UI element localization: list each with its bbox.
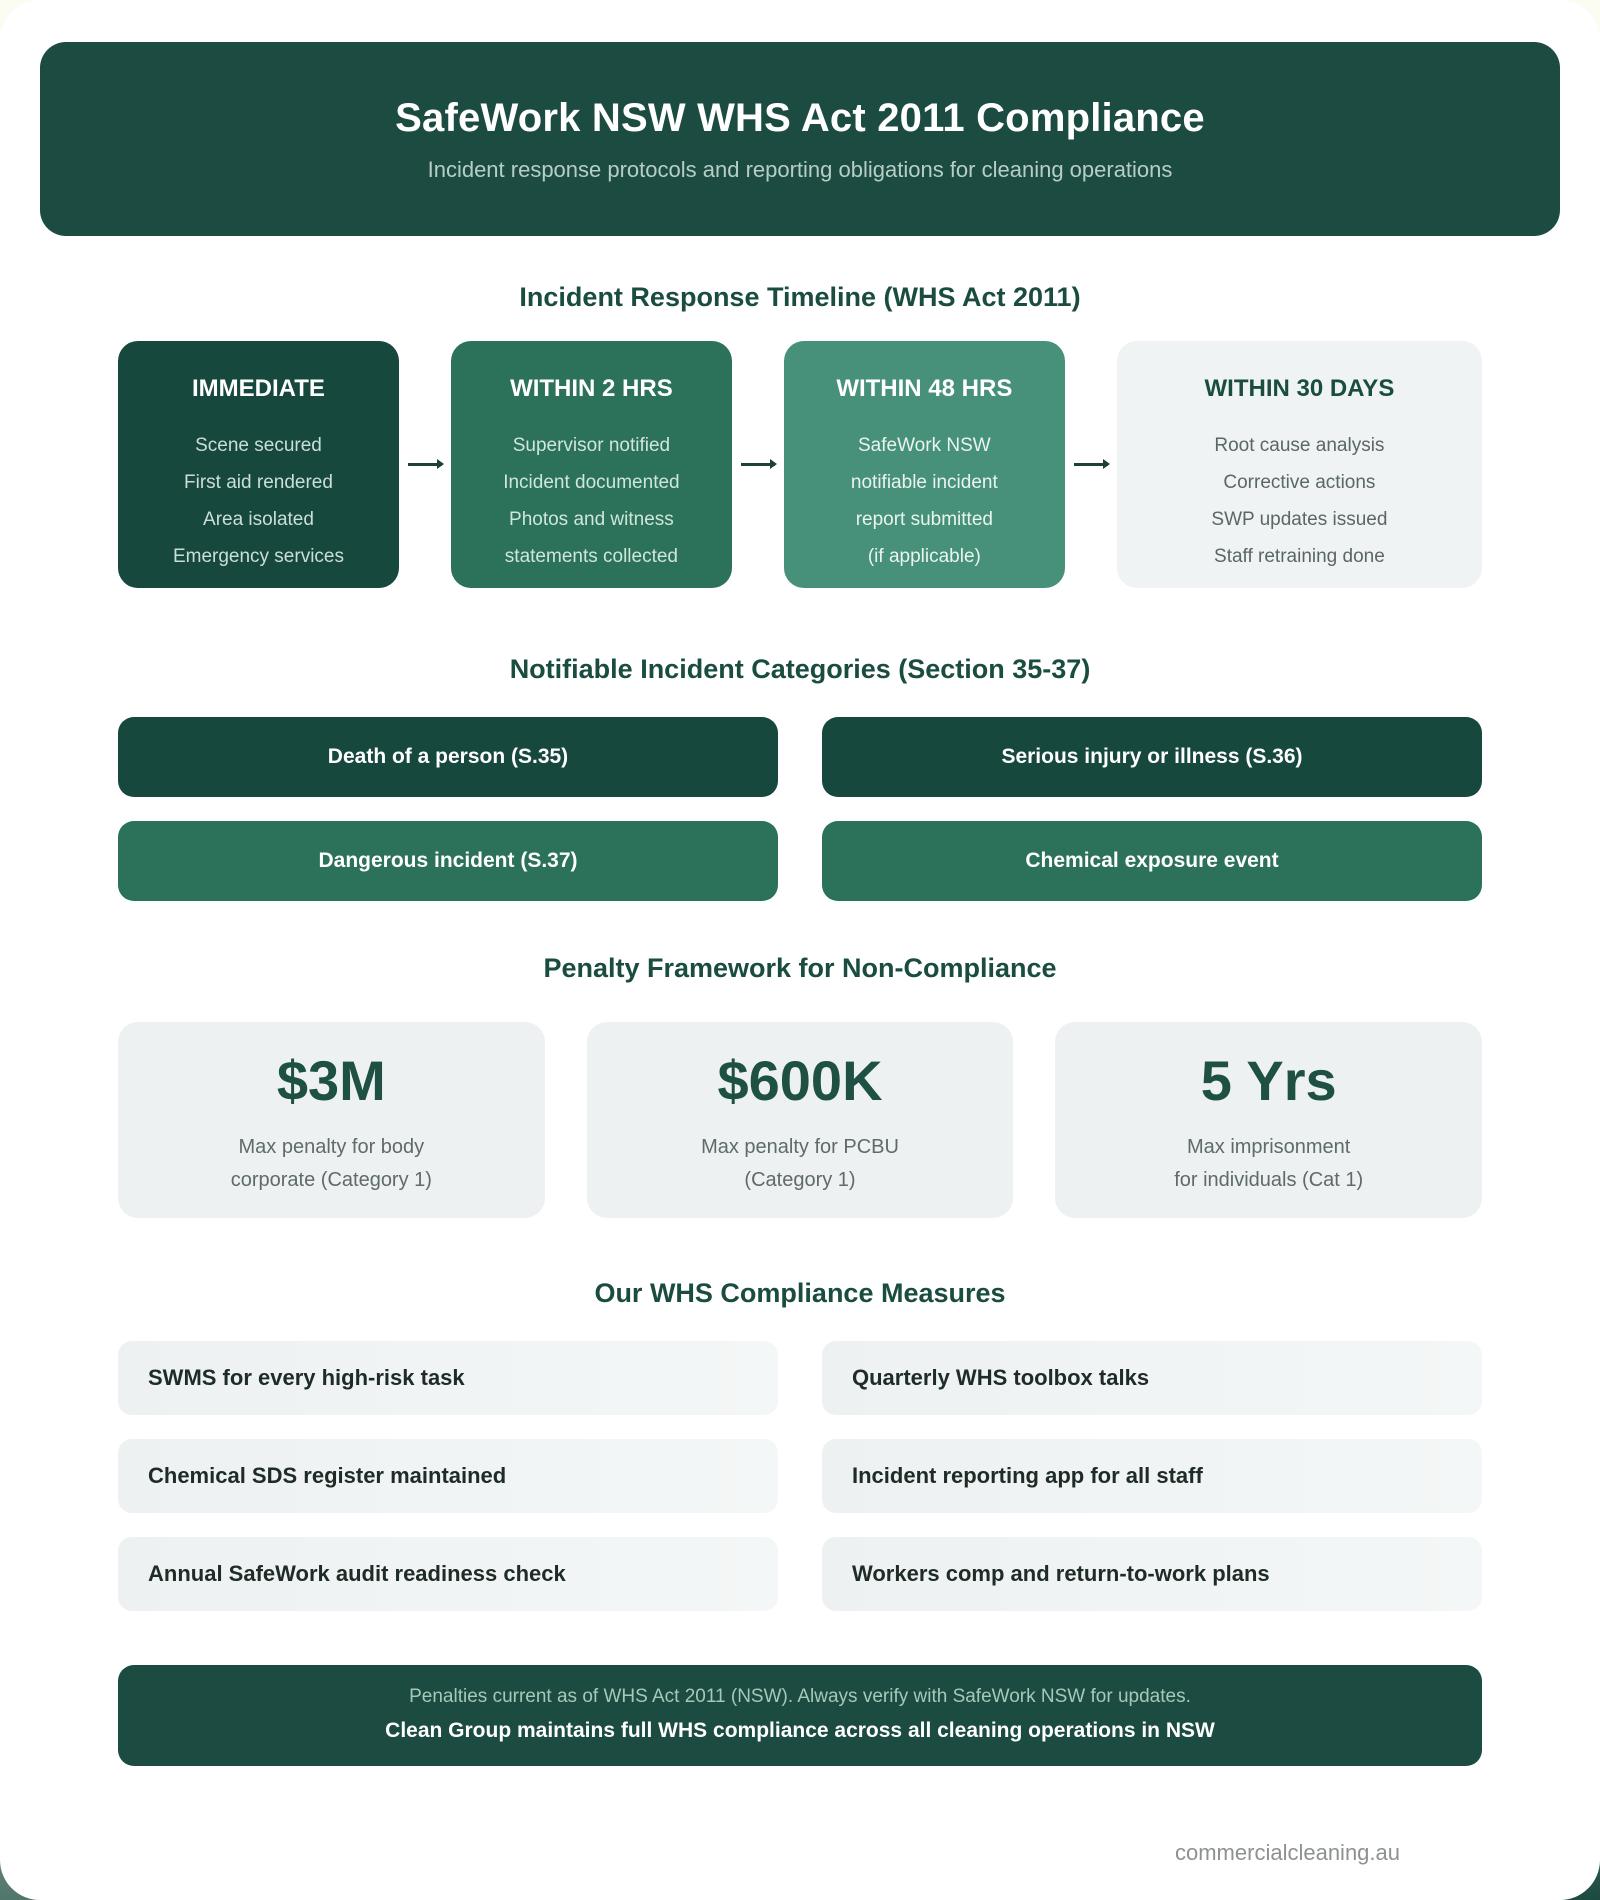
timeline-arrow-icon [399, 341, 451, 588]
category-card-serious-injury: Serious injury or illness (S.36) [822, 717, 1482, 797]
timeline-card-title: WITHIN 48 HRS [836, 375, 1013, 402]
footer-compliance-statement: Clean Group maintains full WHS compliance across all cleaning operations in NSW [385, 1719, 1215, 1742]
timeline-card-body: Supervisor notified Incident documented Photos and witness statements collected [503, 435, 680, 567]
penalty-value: 5 Yrs [1200, 1049, 1337, 1112]
category-card-chemical-exposure: Chemical exposure event [822, 821, 1482, 901]
timeline-arrow-icon [732, 341, 784, 588]
penalty-card-pcbu [587, 1022, 1014, 1218]
timeline-card-48hrs [784, 341, 1065, 588]
timeline-card-title: WITHIN 30 DAYS [1204, 375, 1395, 402]
timeline-card-title: WITHIN 2 HRS [510, 375, 673, 402]
categories-section-heading: Notifiable Incident Categories (Section 35-37) [509, 654, 1091, 684]
timeline-row [118, 341, 1482, 588]
penalty-description: Max penalty for body corporate (Category 1) [230, 1136, 432, 1191]
penalties-row [118, 1022, 1482, 1218]
measure-item-toolbox-talks: Quarterly WHS toolbox talks [822, 1341, 1482, 1415]
category-card-dangerous-incident: Dangerous incident (S.37) [118, 821, 778, 901]
measure-item-swms: SWMS for every high-risk task [118, 1341, 778, 1415]
timeline-card-body: Root cause analysis Corrective actions SWP updates issued Staff retraining done [1211, 435, 1388, 567]
measures-section-heading: Our WHS Compliance Measures [594, 1278, 1006, 1308]
timeline-card-title: IMMEDIATE [192, 375, 325, 402]
measures-grid [118, 1341, 1482, 1611]
header-banner [40, 42, 1560, 236]
site-url[interactable]: commercialcleaning.au [1175, 1840, 1400, 1865]
penalty-value: $600K [717, 1049, 883, 1112]
penalty-description: Max penalty for PCBU (Category 1) [701, 1136, 899, 1191]
timeline-card-body: SafeWork NSW notifiable incident report submitted (if applicable) [850, 435, 998, 567]
penalty-value: $3M [276, 1049, 386, 1112]
timeline-card-immediate [118, 341, 399, 588]
timeline-section-heading: Incident Response Timeline (WHS Act 2011) [519, 282, 1081, 312]
category-card-death: Death of a person (S.35) [118, 717, 778, 797]
timeline-card-2hrs [451, 341, 732, 588]
measure-item-audit-readiness: Annual SafeWork audit readiness check [118, 1537, 778, 1611]
categories-grid [118, 717, 1482, 901]
penalties-section-heading: Penalty Framework for Non-Compliance [543, 953, 1057, 983]
footer-disclaimer-banner [118, 1665, 1482, 1766]
penalty-description: Max imprisonment for individuals (Cat 1) [1174, 1136, 1364, 1191]
timeline-card-30days [1117, 341, 1482, 588]
footer-disclaimer-text: Penalties current as of WHS Act 2011 (NSW). Always verify with SafeWork NSW for updates. [409, 1686, 1191, 1707]
timeline-card-body: Scene secured First aid rendered Area isolated Emergency services [172, 435, 344, 567]
penalty-card-imprisonment [1055, 1022, 1482, 1218]
page-subtitle: Incident response protocols and reporting obligations for cleaning operations [427, 156, 1173, 182]
page-title: SafeWork NSW WHS Act 2011 Compliance [395, 95, 1205, 140]
measure-item-sds-register: Chemical SDS register maintained [118, 1439, 778, 1513]
penalty-card-body-corporate [118, 1022, 545, 1218]
measure-item-workers-comp: Workers comp and return-to-work plans [822, 1537, 1482, 1611]
timeline-arrow-icon [1065, 341, 1117, 588]
measure-item-reporting-app: Incident reporting app for all staff [822, 1439, 1482, 1513]
